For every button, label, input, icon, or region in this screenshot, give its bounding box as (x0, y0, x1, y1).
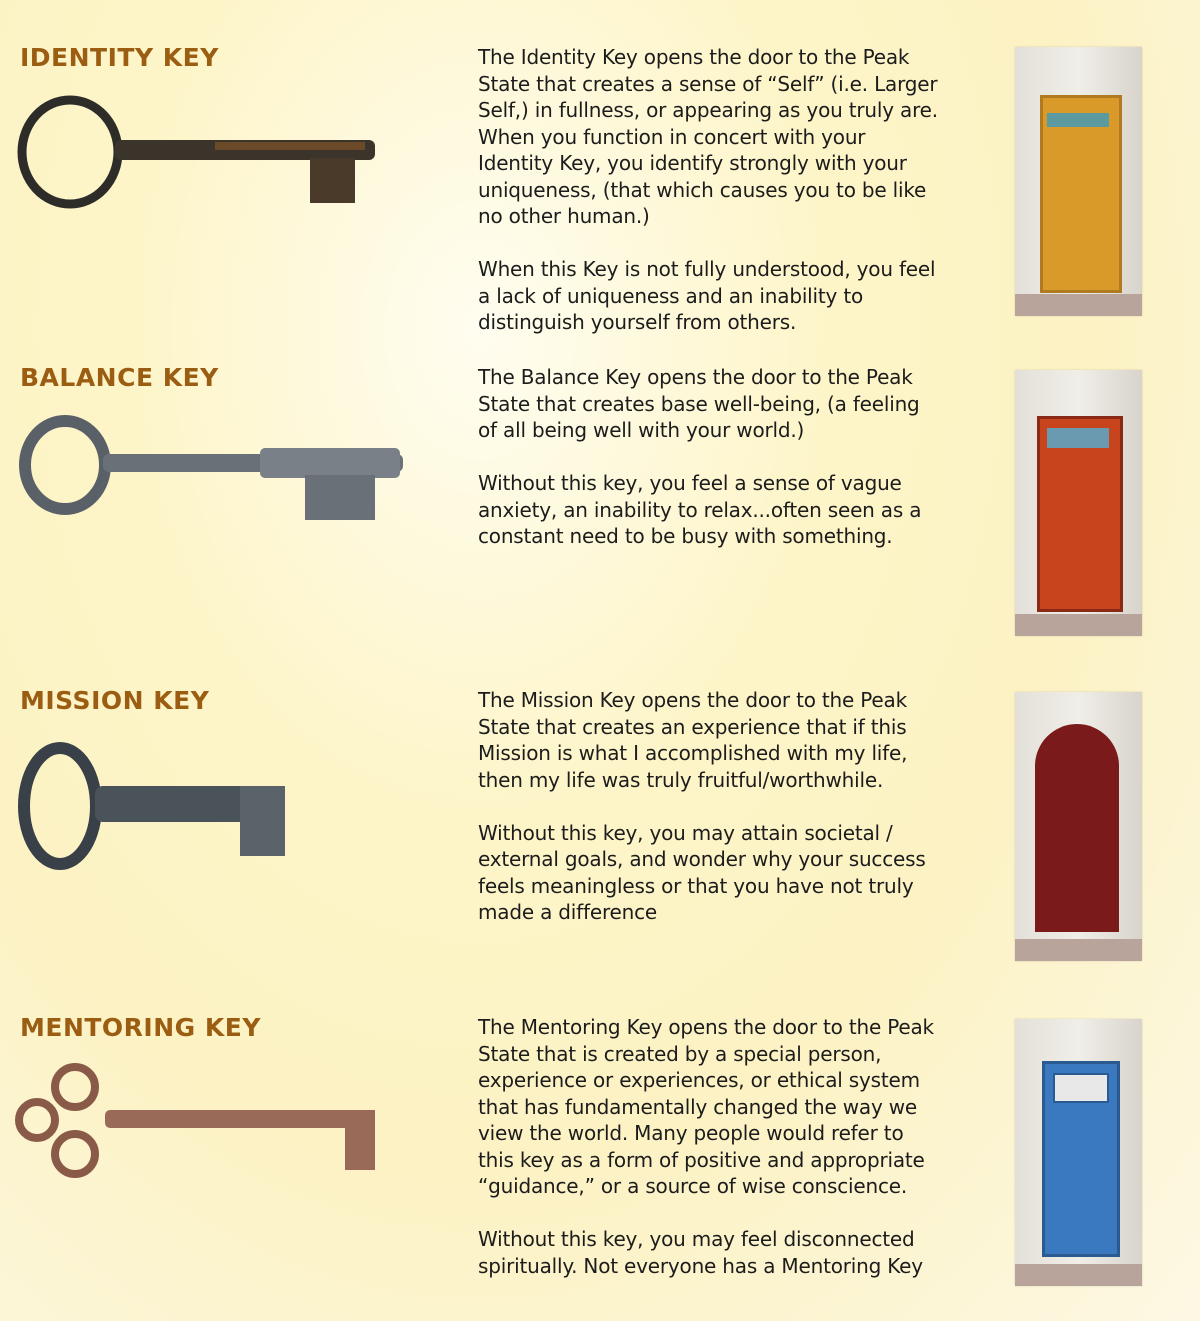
paragraph: When this Key is not fully understood, you feel a lack of uniqueness and an inability to distinguish yourself from others. (478, 257, 936, 334)
paragraph: The Balance Key opens the door to the Peak State that creates base well-being, (a feeling of all being well with your world.) (478, 365, 920, 442)
identity-key-heading: IDENTITY KEY (20, 43, 219, 72)
paragraph: The Mission Key opens the door to the Peak State that creates an experience that if this Mission is what I accomplished with my life, then my life was truly fruitful/worthwhile. (478, 688, 908, 792)
mentoring-key-heading: MENTORING KEY (20, 1013, 261, 1042)
paragraph: Without this key, you feel a sense of vague anxiety, an inability to relax...often seen as a constant need to be busy with something. (478, 471, 922, 548)
mission-key-image (15, 738, 305, 878)
paragraph: Without this key, you may attain societal / external goals, and wonder why your success feels meaningless or that you have not truly made a difference (478, 820, 926, 924)
mentoring-key-image (15, 1062, 385, 1182)
identity-door-image (1015, 47, 1142, 316)
balance-key-heading: BALANCE KEY (20, 363, 219, 392)
paragraph: The Identity Key opens the door to the Peak State that creates a sense of “Self” (i.e. Larger Self,) in fullness, or appearing as you truly are. When you function in concert with your Identity Key, you identify strongly with your uniqueness, (that which causes you to be like no other human.) (478, 45, 938, 228)
mentoring-key-description (478, 1014, 938, 1306)
mentoring-door-image (1015, 1019, 1142, 1286)
mission-key-heading: MISSION KEY (20, 686, 210, 715)
identity-key-image (15, 92, 385, 212)
paragraph: The Mentoring Key opens the door to the Peak State that is created by a special person, experience or experiences, or ethical system that has fundamentally changed the way we view the world. Many people would refer to this key as a form of positive and appropriate “guidance,” or a source of wise conscience. (478, 1015, 934, 1198)
paragraph: Without this key, you may feel disconnected spiritually. Not everyone has a Mentoring Key (478, 1227, 923, 1278)
mission-door-image (1015, 692, 1142, 961)
identity-key-description (478, 44, 938, 362)
balance-door-image (1015, 370, 1142, 636)
balance-key-description (478, 364, 938, 576)
mission-key-description (478, 687, 938, 952)
balance-key-image (15, 410, 415, 530)
